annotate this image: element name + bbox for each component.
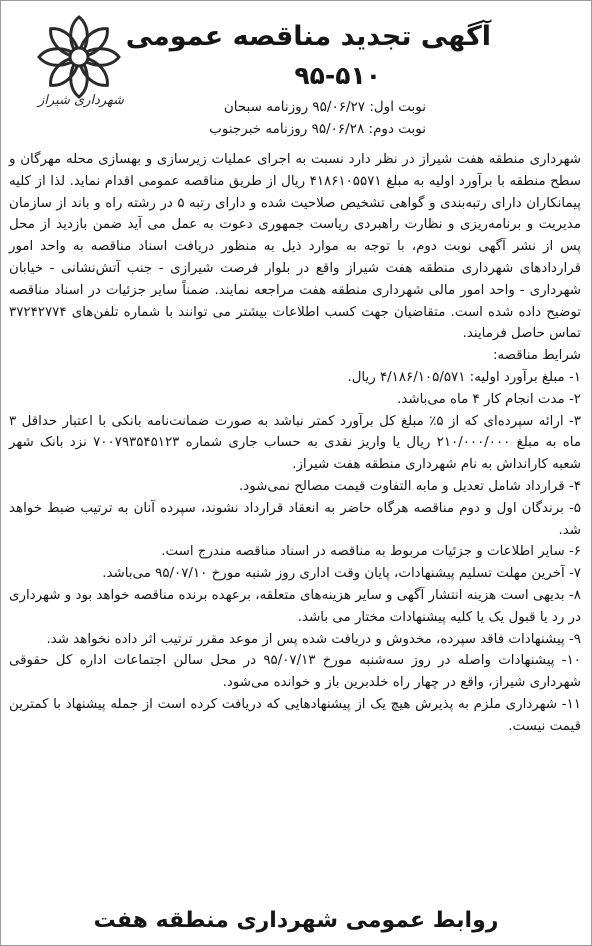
publication-first: نوبت اول: ۹۵/۰۶/۲۷ روزنامه سبحان bbox=[223, 99, 426, 115]
publication-second: نوبت دوم: ۹۵/۰۶/۲۸ روزنامه خبرجنوب bbox=[209, 121, 426, 137]
conditions-list bbox=[9, 367, 581, 738]
condition-item: ۸- بدیهی است هزینه انتشار آگهی و سایر هزینه‌های متعلقه، برعهده برنده مناقصه خواهد بود و شهرداری در رد یا قبول یک یا کلیه پیشنهادات مختار می باشد. bbox=[9, 587, 581, 625]
condition-item: ۲- مدت انجام کار ۴ ماه می‌باشد. bbox=[397, 391, 581, 407]
condition-item: ۹- پیشنهادات فاقد سپرده، مخدوش و دریافت شده پس از موعد مقرر ترتیب اثر داده نخواهد شد. bbox=[46, 631, 581, 647]
logo-graphic bbox=[27, 13, 131, 105]
public-relations-signature: روابط عمومی شهرداری منطقه هفت bbox=[93, 908, 499, 933]
condition-item: ۶- سایر اطلاعات و جزئیات مربوط به مناقصه در اسناد مناقصه مندرج است. bbox=[161, 544, 581, 560]
condition-item: ۱۰- پیشنهادات واصله در روز سه‌شنبه مورخ ۹۵/۰۷/۱۳ در محل سالن اجتماعات اداره کل حقوقی شهرداری شیراز، واقع در چهار راه خلدبرین باز و خوانده می‌شود. bbox=[9, 653, 581, 691]
condition-item: ۵- برندگان اول و دوم مناقصه هرگاه حاضر به انعقاد قرارداد نشوند، سپرده آنان به ترتیب ضبط خواهد شد. bbox=[9, 500, 581, 538]
tender-number: ۹۵-۵۱۰ bbox=[294, 61, 381, 90]
condition-item: ۷- آخرین مهلت تسلیم پیشنهادات، پایان وقت اداری روز شنبه مورخ ۹۵/۰۷/۱۰ می‌باشد. bbox=[102, 566, 581, 582]
conditions-heading: شرایط مناقصه: bbox=[492, 348, 581, 364]
intro-paragraph: شهرداری منطقه هفت شیراز در نظر دارد نسبت به اجرای عملیات زیرسازی و بهسازی محله مهرگان و سطح منطقه با برآورد اولیه به مبلغ ۴۱۸۶۱۰۵۵۷۱ ریال از طریق مناقصه عمومی اقدام نماید. لذا از کلیه پیمانکاران دارای رتبه‌بندی و گواهی تشخیص صلاحیت شده و دارای رتبه ۵ در رشته راه و باند از سازمان مدیریت و برنامه‌ریزی و نظارت راهبردی ریاست جمهوری دعوت به عمل می آید ضمن بازدید از محل پس از نشر آگهی نوبت دوم، با توجه به موارد ذیل به منظور دریافت اسناد مناقصه به واحد امور قراردادهای شهرداری منطقه هفت شیراز واقع در بلوار فرصت شیرازی - جنب آتش‌نشانی - خیابان شهرداری - واحد امور مالی شهرداری منطقه هفت مراجعه نمایند. ضمناً سایر جزئیات در اسناد مناقصه توضیح داده شده است. متقاضیان جهت کسب اطلاعات بیشتر می توانند با شماره تلفن‌های ۳۷۲۴۲۷۷۴ تماس حاصل فرمایند. bbox=[9, 152, 582, 342]
condition-item: ۱- مبلغ برآورد اولیه: ۴/۱۸۶/۱۰۵/۵۷۱ ریال. bbox=[347, 369, 581, 385]
condition-item: ۳- ارائه سپرده‌ای که از ۵٪ مبلغ کل برآورد کمتر نباشد به صورت ضمانت‌نامه بانکی با اعتبار حداقل ۳ ماه به مبلغ ۲۱۰/۰۰۰/۰۰۰ ریال یا واریز نقدی به حساب جاری شماره ۷۰۰۷۹۳۵۴۵۱۲۳ نزد بانک شهر شعبه کارانداش به نام شهرداری منطقه هفت شیراز. bbox=[9, 413, 582, 473]
condition-item: ۱۱- شهرداری ملزم به پذیرش هیچ یک از پیشنهادهایی که دریافت کرده است از جمله پیشنهاد با کمترین قیمت نیست. bbox=[9, 696, 581, 734]
condition-item: ۴- قرارداد شامل تعدیل و مابه التفاوت قیمت مصالح نمی‌شود. bbox=[239, 478, 581, 494]
notice-header bbox=[9, 1, 581, 149]
logo-caption: شهرداری شیراز bbox=[38, 93, 124, 108]
notice-body bbox=[9, 149, 581, 738]
notice-title: آگهی تجدید مناقصه عمومی bbox=[125, 21, 491, 52]
